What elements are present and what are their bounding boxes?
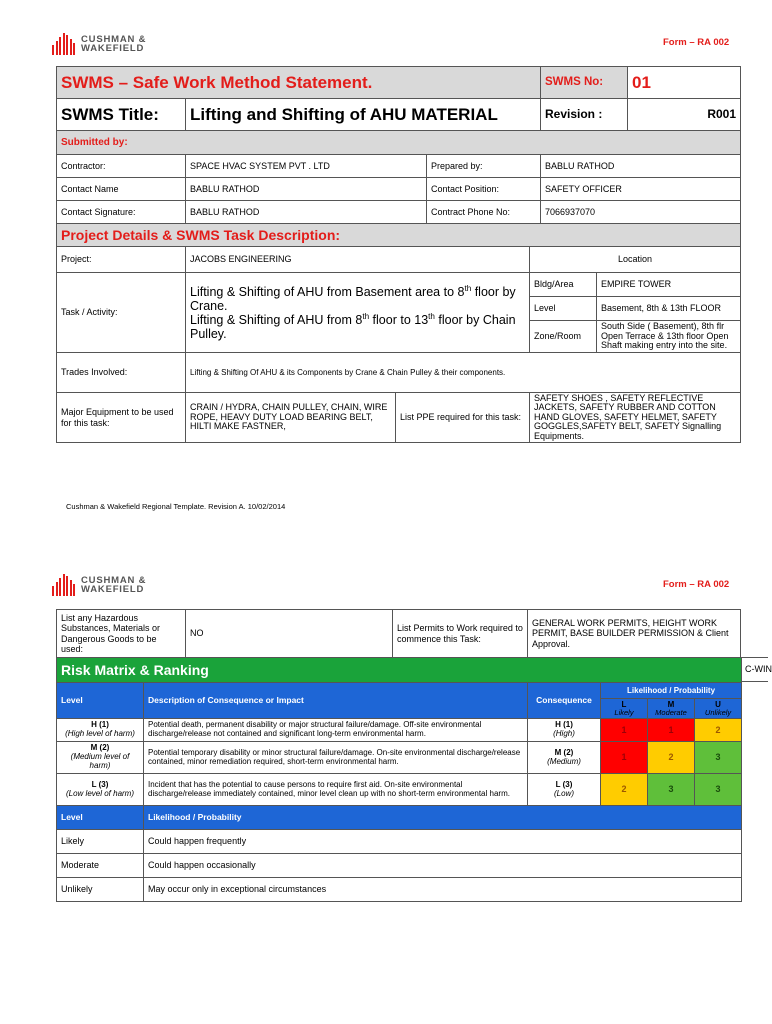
- matrix-cell: 1: [648, 719, 695, 742]
- contact-signature-value: BABLU RATHOD: [186, 201, 427, 224]
- matrix-cell: 2: [601, 774, 648, 806]
- brand-line1: CUSHMAN &: [81, 34, 147, 45]
- equipment-label: Major Equipment to be used for this task:: [57, 393, 186, 443]
- form-number-page2: Form – RA 002: [663, 579, 730, 590]
- level-label: Level: [530, 297, 597, 321]
- ppe-value: SAFETY SHOES , SAFETY REFLECTIVE JACKETS, SAFETY RUBBER AND COTTON HAND GLOVES, SAFETY HELMET, SAFETY GOGGLES,SAFETY BELT, SAFETY Signalling Equipments.: [530, 393, 741, 443]
- hdr-description: Description of Consequence or Impact: [144, 683, 528, 719]
- risk-matrix-title: Risk Matrix & Ranking: [57, 658, 742, 683]
- hazard-value: NO: [186, 610, 393, 658]
- risk-desc-m: Potential temporary disability or minor structural failure/damage. On-site environmental discharge/release contained, minor remediation required, short-term environmental harm.: [144, 742, 528, 774]
- contract-phone-label: Contract Phone No:: [427, 201, 541, 224]
- task-line-2: Lifting & Shifting of AHU from 8th floor to 13th floor by Chain Pulley.: [190, 311, 516, 341]
- risk-desc-h: Potential death, permanent disability or major structural failure/damage. Off-site environmental discharge/release not contained and significant long-term environmental harm.: [144, 719, 528, 742]
- swms-heading: SWMS – Safe Work Method Statement.: [57, 67, 541, 99]
- hdr-level: Level: [57, 683, 144, 719]
- brand-line1: CUSHMAN &: [81, 575, 147, 586]
- lk-row-desc: May occur only in exceptional circumstances: [144, 878, 742, 902]
- location-label: Location: [530, 247, 741, 273]
- lk-row-level: Likely: [57, 830, 144, 854]
- lk-hdr-level: Level: [57, 806, 144, 830]
- matrix-cell: 1: [601, 742, 648, 774]
- swms-no-value: 01: [628, 67, 741, 99]
- bldg-value: EMPIRE TOWER: [597, 273, 741, 297]
- contact-signature-label: Contact Signature:: [57, 201, 186, 224]
- brand-logo-page2: [52, 574, 146, 596]
- brand-line2: WAKEFIELD: [81, 584, 145, 595]
- contact-name-label: Contact Name: [57, 178, 186, 201]
- hdr-lk-moderate: M Moderate: [648, 699, 695, 719]
- contractor-label: Contractor:: [57, 155, 186, 178]
- lk-row-level: Moderate: [57, 854, 144, 878]
- equipment-value: CRAIN / HYDRA, CHAIN PULLEY, CHAIN, WIRE ROPE, HEAVY DUTY LOAD BEARING BELT, HILTI MAKE FASTNER,: [186, 393, 396, 443]
- hazard-label: List any Hazardous Substances, Materials or Dangerous Goods to be used:: [57, 610, 186, 658]
- permits-value: GENERAL WORK PERMITS, HEIGHT WORK PERMIT, BASE BUILDER PERMISSION & Client Approval.: [528, 610, 741, 658]
- matrix-cell: 1: [601, 719, 648, 742]
- template-footer: Cushman & Wakefield Regional Template. Revision A. 10/02/2014: [66, 502, 286, 511]
- contact-position-label: Contact Position:: [427, 178, 541, 201]
- ppe-label: List PPE required for this task:: [396, 393, 530, 443]
- risk-matrix-table: [56, 657, 742, 902]
- project-section-heading: Project Details & SWMS Task Description:: [57, 224, 741, 247]
- trades-label: Trades Involved:: [57, 353, 186, 393]
- hazard-table: [56, 609, 741, 658]
- title-value: Lifting and Shifting of AHU MATERIAL: [186, 99, 541, 131]
- revision-value: R001: [628, 99, 741, 131]
- matrix-cell: 2: [648, 742, 695, 774]
- lk-row-desc: Could happen frequently: [144, 830, 742, 854]
- cons-h: H (1) (High): [528, 719, 601, 742]
- form-number: Form – RA 002: [663, 37, 730, 48]
- hdr-lk-likely: L Likely: [601, 699, 648, 719]
- prepared-by-value: BABLU RATHOD: [541, 155, 741, 178]
- bldg-label: Bldg/Area: [530, 273, 597, 297]
- brand-line2: WAKEFIELD: [81, 43, 145, 54]
- lk-row-level: Unlikely: [57, 878, 144, 902]
- logo-bars-icon: [52, 574, 75, 596]
- hdr-likelihood: Likelihood / Probability: [601, 683, 742, 699]
- overflow-cell-text: C-WIN: [741, 657, 768, 682]
- matrix-cell: 3: [695, 774, 742, 806]
- lk-row-desc: Could happen occasionally: [144, 854, 742, 878]
- risk-level-h: H (1) (High level of harm): [57, 719, 144, 742]
- contact-name-value: BABLU RATHOD: [186, 178, 427, 201]
- swms-no-label: SWMS No:: [541, 67, 628, 99]
- task-line-1: Lifting & Shifting of AHU from Basement area to 8th floor by Crane.: [190, 283, 516, 313]
- submitted-table: [56, 130, 741, 224]
- prepared-by-label: Prepared by:: [427, 155, 541, 178]
- cons-m: M (2) (Medium): [528, 742, 601, 774]
- permits-label: List Permits to Work required to commence this Task:: [393, 610, 528, 658]
- risk-level-m: M (2) (Medium level of harm): [57, 742, 144, 774]
- contract-phone-value: 7066937070: [541, 201, 741, 224]
- risk-level-l: L (3) (Low level of harm): [57, 774, 144, 806]
- cons-l: L (3) (Low): [528, 774, 601, 806]
- hdr-consequence: Consequence: [528, 683, 601, 719]
- matrix-cell: 3: [695, 742, 742, 774]
- project-table: [56, 223, 741, 443]
- logo-bars-icon: [52, 33, 75, 55]
- trades-value: Lifting & Shifting Of AHU & its Components by Crane & Chain Pulley & their components.: [186, 353, 741, 393]
- level-value: Basement, 8th & 13th FLOOR: [597, 297, 741, 321]
- title-label: SWMS Title:: [57, 99, 186, 131]
- risk-desc-l: Incident that has the potential to cause persons to require first aid. On-site environmental discharge/release immediately contained, minor level clean up with no short-term environmental harm.: [144, 774, 528, 806]
- brand-logo: [52, 33, 146, 55]
- swms-header-table: [56, 66, 741, 131]
- revision-label: Revision :: [541, 99, 628, 131]
- contact-position-value: SAFETY OFFICER: [541, 178, 741, 201]
- matrix-cell: 3: [648, 774, 695, 806]
- matrix-cell: 2: [695, 719, 742, 742]
- lk-hdr-probability: Likelihood / Probability: [144, 806, 742, 830]
- zone-label: Zone/Room: [530, 321, 597, 353]
- contractor-value: SPACE HVAC SYSTEM PVT . LTD: [186, 155, 427, 178]
- project-value: JACOBS ENGINEERING: [186, 247, 530, 273]
- task-value: [186, 273, 530, 353]
- task-label: Task / Activity:: [57, 273, 186, 353]
- zone-value: South Side ( Basement), 8th flr Open Terrace & 13th floor Open Shaft making entry into the site.: [597, 321, 741, 353]
- hdr-lk-unlikely: U Unlikely: [695, 699, 742, 719]
- project-label: Project:: [57, 247, 186, 273]
- submitted-by-heading: Submitted by:: [57, 131, 741, 155]
